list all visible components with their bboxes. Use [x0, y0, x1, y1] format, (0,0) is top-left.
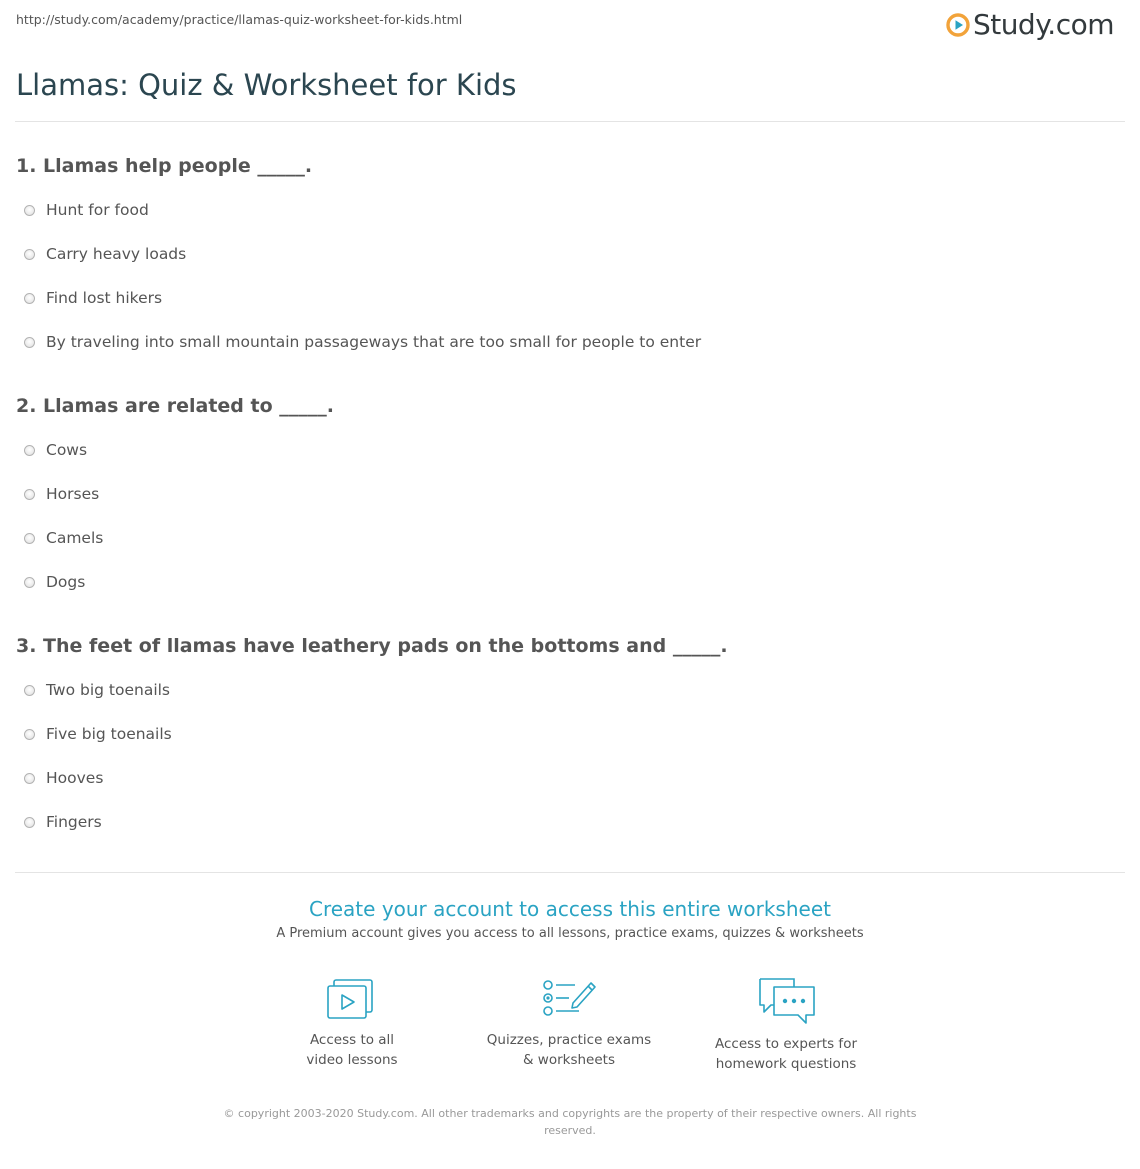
question-3-title: 3. The feet of llamas have leathery pads on the bottoms and _____.: [16, 635, 728, 657]
radio-button[interactable]: [24, 337, 35, 348]
option-label: Two big toenails: [46, 681, 171, 699]
question-3-option-4[interactable]: [24, 812, 102, 832]
radio-button[interactable]: [24, 205, 35, 216]
expert-chat-icon: [754, 976, 818, 1026]
question-3-option-2[interactable]: [24, 724, 172, 744]
feature-label: Access to all video lessons: [306, 1032, 398, 1068]
option-label: Horses: [46, 485, 100, 503]
video-lessons-icon: [324, 976, 380, 1022]
copyright-footer: © copyright 2003-2020 Study.com. All other trademarks and copyrights are the property of their respective owners. All rights reserved.: [223, 1107, 917, 1137]
radio-button[interactable]: [24, 817, 35, 828]
logo-text: Study.com: [972, 8, 1114, 41]
question-2-option-3[interactable]: [24, 528, 103, 548]
feature-experts: [696, 976, 876, 1074]
radio-button[interactable]: [24, 293, 35, 304]
radio-button[interactable]: [24, 445, 35, 456]
option-label: Fingers: [46, 813, 102, 831]
radio-button[interactable]: [24, 685, 35, 696]
question-2-option-1[interactable]: [24, 440, 87, 460]
title-divider: [15, 121, 1125, 122]
option-label: Hunt for food: [46, 201, 149, 219]
radio-button[interactable]: [24, 577, 35, 588]
radio-button[interactable]: [24, 729, 35, 740]
page-title: Llamas: Quiz & Worksheet for Kids: [16, 68, 517, 102]
option-label: Cows: [46, 441, 88, 459]
cta-subtitle: A Premium account gives you access to all lessons, practice exams, quizzes & worksheets: [276, 926, 864, 941]
option-label: Hooves: [46, 769, 104, 787]
option-label: Find lost hikers: [46, 289, 163, 307]
question-3-option-1[interactable]: [24, 680, 170, 700]
question-3-option-3[interactable]: [24, 768, 103, 788]
feature-label: Quizzes, practice exams & worksheets: [486, 1032, 652, 1068]
question-2-title: 2. Llamas are related to _____.: [16, 395, 334, 417]
radio-button[interactable]: [24, 249, 35, 260]
radio-button[interactable]: [24, 489, 35, 500]
study-logo[interactable]: [946, 8, 1114, 41]
question-1-option-1[interactable]: [24, 200, 149, 220]
feature-video-lessons: [262, 976, 442, 1070]
top-bar: [0, 0, 1140, 48]
option-label: Carry heavy loads: [46, 245, 187, 263]
question-2-option-4[interactable]: [24, 572, 85, 592]
option-label: Camels: [46, 529, 104, 547]
questions-divider: [15, 872, 1125, 873]
page-url: http://study.com/academy/practice/llamas-quiz-worksheet-for-kids.html: [16, 12, 463, 27]
option-label: By traveling into small mountain passageways that are too small for people to enter: [46, 333, 702, 351]
question-2-option-2[interactable]: [24, 484, 99, 504]
radio-button[interactable]: [24, 773, 35, 784]
quiz-checklist-icon: [539, 976, 599, 1022]
question-1-option-4[interactable]: [24, 332, 701, 352]
question-1-title: 1. Llamas help people _____.: [16, 155, 313, 177]
option-label: Five big toenails: [46, 725, 172, 743]
radio-button[interactable]: [24, 533, 35, 544]
question-1-option-2[interactable]: [24, 244, 186, 264]
play-logo-icon: [946, 13, 970, 37]
create-account-link[interactable]: Create your account to access this entire worksheet: [309, 897, 831, 921]
feature-quizzes: [479, 976, 659, 1070]
option-label: Dogs: [46, 573, 86, 591]
feature-label: Access to experts for homework questions: [714, 1036, 857, 1072]
question-1-option-3[interactable]: [24, 288, 162, 308]
